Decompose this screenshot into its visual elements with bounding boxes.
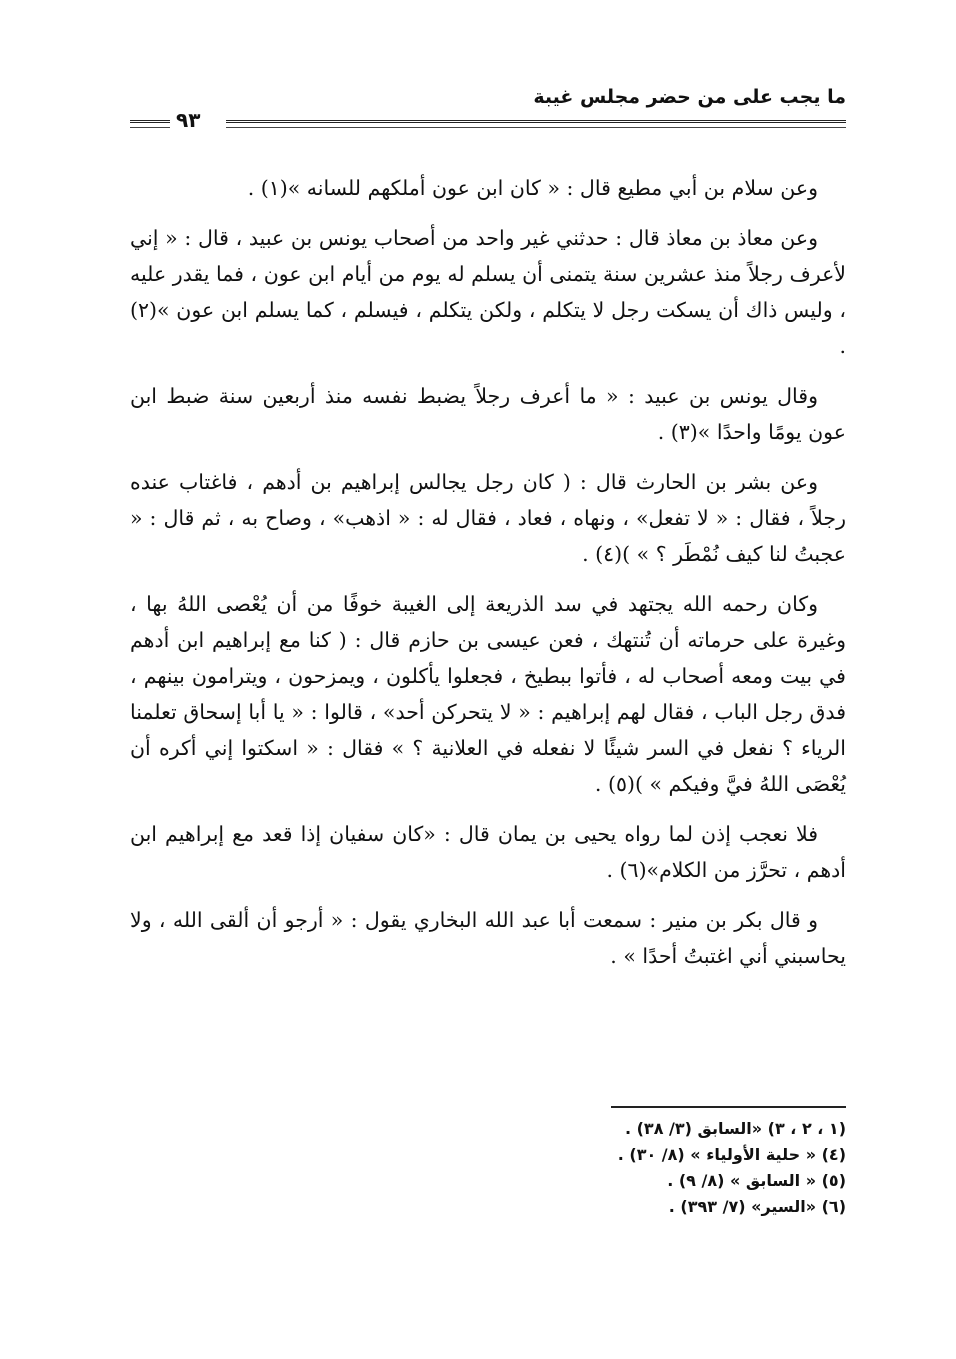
footnote-3: (٥) « السابق » (٨/ ٩) .	[667, 1171, 846, 1190]
main-text	[130, 170, 846, 988]
footnote-4: (٦) «السير» (٧/ ٣٩٣) .	[668, 1197, 846, 1216]
footnotes	[130, 1116, 846, 1220]
paragraph-6: فلا نعجب إذن لما رواه يحيى بن يمان قال : «كان سفيان إذا قعد مع إبراهيم ابن أدهم ، تحرَّز من الكلام»(٦) .	[130, 822, 846, 882]
paragraph-7: و قال بكر بن منير : سمعت أبا عبد الله البخاري يقول : « أرجو أن ألقى الله ، ولا يحاسبني أني اغتبتُ أحدًا » .	[130, 908, 846, 968]
paragraph-2: وعن معاذ بن معاذ قال : حدثني غير واحد من أصحاب يونس بن عبيد ، قال : « إني لأعرف رجلاً منذ عشرين سنة يتمنى أن يسلم له يوم من أيام ابن عون ، فما يقدر عليه ، وليس ذاك أن يسكت رجل لا يتكلم ، ولكن يتكلم ، فيسلم ، كما يسلم ابن عون »(٢) .	[130, 226, 846, 358]
paragraph-4: وعن بشر بن الحارث قال : ( كان رجل يجالس إبراهيم بن أدهم ، فاغتاب عنده رجلاً ، فقال : « لا تفعل» ، ونهاه ، فعاد ، فقال له : « اذهب» ، وصاح به ، ثم قال : « عجبتُ لنا كيف نُمْطَر ؟ » )(٤) .	[130, 470, 846, 566]
header-rule	[226, 120, 846, 123]
paragraph-3: وقال يونس بن عبيد : « ما أعرف رجلاً يضبط نفسه منذ أربعين سنة ضبط ابن عون يومًا واحدًا »(٣) .	[130, 384, 846, 444]
page-number: ٩٣	[176, 108, 201, 132]
footnote-2: (٤) « حلية الأولياء » (٨/ ٣٠) .	[617, 1145, 846, 1164]
footnote-1: (١ ، ٢ ، ٣) «السابق (٣/ ٣٨) .	[624, 1119, 846, 1138]
paragraph-5: وكان رحمه الله يجتهد في سد الذريعة إلى الغيبة خوفًا من أن يُعْصى اللهُ بها ، وغيرة على حرماته أن تُنتهك ، فعن عيسى بن حازم قال : ( كنا مع إبراهيم ابن أدهم في بيت ومعه أصحاب له ، فأتوا ببطيخ ، فجعلوا يأكلون ، ويمزحون ، ويترامون بينهم ، فدق رجل الباب ، فقال لهم إبراهيم : « لا يتحركن أحد» ، قالوا : « يا أبا إسحاق تعلمنا الرياء ؟ نفعل في السر شيئًا لا نفعله في العلانية ؟ » فقال : « اسكتوا إني أكره أن يُعْصَى اللهُ فيَّ وفيكم » )(٥) .	[130, 592, 846, 796]
page-header	[130, 78, 846, 134]
paragraph-1: وعن سلام بن أبي مطيع قال : « كان ابن عون أملكهم للسانه »(١) .	[247, 176, 818, 200]
footnote-separator	[611, 1106, 846, 1108]
page-number-rule	[130, 120, 170, 123]
running-title: ما يجب على من حضر مجلس غيبة	[533, 86, 846, 108]
